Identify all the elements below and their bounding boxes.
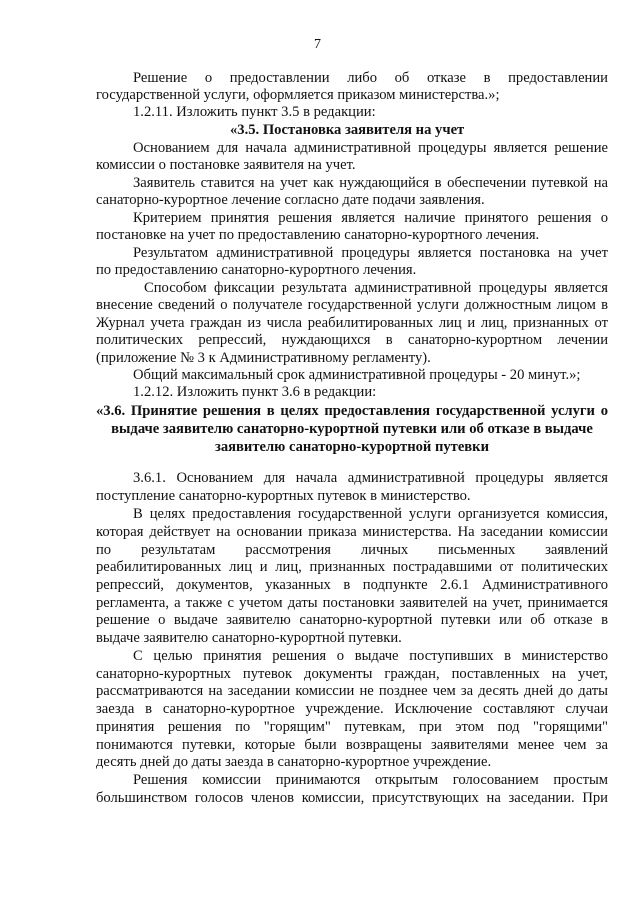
text-line: 1.2.11. Изложить пункт 3.5 в редакции: xyxy=(133,104,376,120)
text-line: поступление санаторно-курортных путевок в министерство. xyxy=(96,488,471,504)
text-line: большинством голосов членов комиссии, присутствующих на заседании. При xyxy=(96,790,608,806)
text-line: 3.6.1. Основанием для начала административной процедуры является xyxy=(133,470,608,486)
text-line: политических репрессий, нуждающихся в санаторно-курортном лечении xyxy=(96,332,608,348)
text-line: Решение о предоставлении либо об отказе в предоставлении xyxy=(133,70,608,86)
text-line: Заявитель ставится на учет как нуждающийся в обеспечении путевкой на xyxy=(133,175,608,191)
text-line: (приложение № 3 к Административному регламенту). xyxy=(96,350,431,366)
text-line: комиссии о постановке заявителя на учет. xyxy=(96,157,356,173)
text-line: Решения комиссии принимаются открытым голосованием простым xyxy=(133,772,608,788)
text-line: выдаче заявителю санаторно-курортной путевки. xyxy=(96,630,402,646)
text-line: заезда в санаторно-курортное учреждение. Исключение составляют случаи xyxy=(96,701,608,717)
text-line: десять дней до даты заезда в санаторно-курортное учреждение. xyxy=(96,754,492,770)
text-line: реабилитированных лиц и лиц, признанных пострадавшими от политических xyxy=(96,559,608,575)
text-line: государственной услуги, оформляется приказом министерства.»; xyxy=(96,87,500,103)
text-line: которая действует на основании приказа министерства. На заседании комиссии xyxy=(96,524,608,540)
section-heading: «3.6. Принятие решения в целях предоставления государственной услуги о xyxy=(96,403,608,419)
text-line: санаторно-курортных путевок документы граждан, поставленных на учет, xyxy=(96,666,608,682)
text-line: Результатом административной процедуры является постановка на учет xyxy=(133,245,608,261)
text-line: В целях предоставления государственной услуги организуется комиссия, xyxy=(133,506,608,522)
page-number: 7 xyxy=(314,37,321,52)
text-line: 1.2.12. Изложить пункт 3.6 в редакции: xyxy=(133,384,377,400)
text-line: по результатам рассмотрения личных письменных заявлений xyxy=(96,542,608,558)
text-line: понимаются путевки, которые были возвращены заявителями менее чем за xyxy=(96,737,608,753)
text-line: Общий максимальный срок административной процедуры - 20 минут.»; xyxy=(133,367,581,383)
text-line: постановке на учет по предоставлению санаторно-курортного лечения. xyxy=(96,227,540,243)
section-heading: «3.5. Постановка заявителя на учет xyxy=(230,122,465,138)
text-line: санаторно-курортное лечение согласно дате подачи заявления. xyxy=(96,192,485,208)
text-line: Критерием принятия решения является наличие принятого решения о xyxy=(133,210,608,226)
text-line: С целью принятия решения о выдаче поступивших в министерство xyxy=(133,648,608,664)
text-line: регламента, а также с учетом даты постановки заявителей на учет, принимается xyxy=(96,595,608,611)
text-line: Способом фиксации результата административной процедуры является xyxy=(144,280,608,296)
section-heading: выдаче заявителю санаторно-курортной путевки или об отказе в выдаче xyxy=(111,421,593,437)
text-line: рассматриваются на заседании комиссии не позднее чем за десять дней до даты xyxy=(96,683,608,699)
text-line: Основанием для начала административной процедуры является решение xyxy=(133,140,608,156)
text-line: решение о выдаче заявителю санаторно-курортной путевки или об отказе в xyxy=(96,612,608,628)
text-line: репрессий, документов, указанных в подпункте 2.6.1 Административного xyxy=(96,577,608,593)
text-line: Журнал учета граждан из числа реабилитированных лиц и лиц, признанных от xyxy=(96,315,608,331)
text-line: внесение сведений о получателе государственной услуги должностным лицом в xyxy=(96,297,608,313)
text-line: по предоставлению санаторно-курортного лечения. xyxy=(96,262,417,278)
section-heading: заявителю санаторно-курортной путевки xyxy=(214,439,490,455)
text-line: принятия решения по "горящим" путевкам, при этом под "горящими" xyxy=(96,719,608,735)
